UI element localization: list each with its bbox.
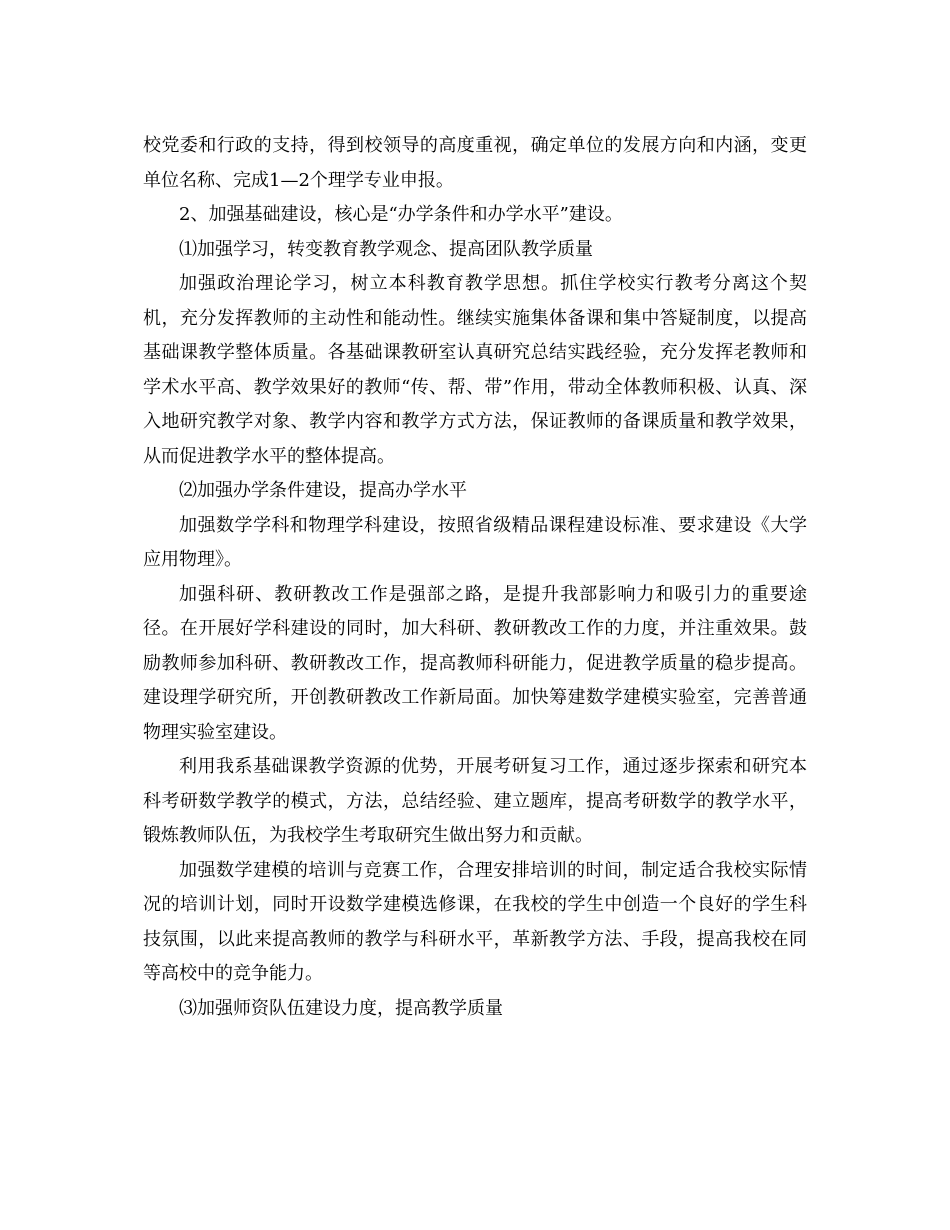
paragraph-math-modeling: 加强数学建模的培训与竞赛工作，合理安排培训的时间，制定适合我校实际情况的培训计划，同时开设数学建模选修课，在我校的学生中创造一个良好的学生科技氛围，以此来提高教师的教学与科研水平，革新教学方法、手段，提高我校在同等高校中的竞争能力。 bbox=[143, 859, 807, 984]
paragraph-research: 加强科研、教研教改工作是强部之路，是提升我部影响力和吸引力的重要途径。在开展好学科建设的同时，加大科研、教研教改工作的力度，并注重效果。鼓励教师参加科研、教研教改工作，提高教师科研能力，促进教学质量的稳步提高。建设理学研究所，开创教研教改工作新局面。加快筹建数学建模实验室，完善普通物理实验室建设。 bbox=[143, 583, 807, 743]
section-heading-basic-construction: 2、加强基础建设，核心是“办学条件和办学水平”建设。 bbox=[179, 204, 623, 225]
paragraph-exam-review: 利用我系基础课教学资源的优势，开展考研复习工作，通过逐步探索和研究本科考研数学教学的模式，方法，总结经验、建立题库，提高考研数学的教学水平，锻炼教师队伍，为我校学生考取研究生做出努力和贡献。 bbox=[143, 756, 807, 846]
document-page bbox=[143, 129, 807, 1026]
subheading-3-faculty: ⑶加强师资队伍建设力度，提高教学质量 bbox=[179, 997, 503, 1019]
paragraph-continuation: 校党委和行政的支持，得到校领导的高度重视，确定单位的发展方向和内涵，变更单位名称、完成1—2个理学专业申报。 bbox=[143, 135, 807, 191]
paragraph-discipline-building: 加强数学学科和物理学科建设，按照省级精品课程建设标准、要求建设《大学应用物理》。 bbox=[143, 514, 807, 570]
subheading-1-study: ⑴加强学习，转变教育教学观念、提高团队教学质量 bbox=[179, 238, 593, 260]
paragraph-political-theory: 加强政治理论学习，树立本科教育教学思想。抓住学校实行教考分离这个契机，充分发挥教师的主动性和能动性。继续实施集体备课和集中答疑制度，以提高基础课教学整体质量。各基础课教研室认真研究总结实践经验，充分发挥老教师和学术水平高、教学效果好的教师“传、帮、带”作用，带动全体教师积极、认真、深入地研究教学对象、教学内容和教学方式方法，保证教师的备课质量和教学效果，从而促进教学水平的整体提高。 bbox=[143, 273, 807, 467]
subheading-2-conditions: ⑵加强办学条件建设，提高办学水平 bbox=[179, 480, 467, 501]
